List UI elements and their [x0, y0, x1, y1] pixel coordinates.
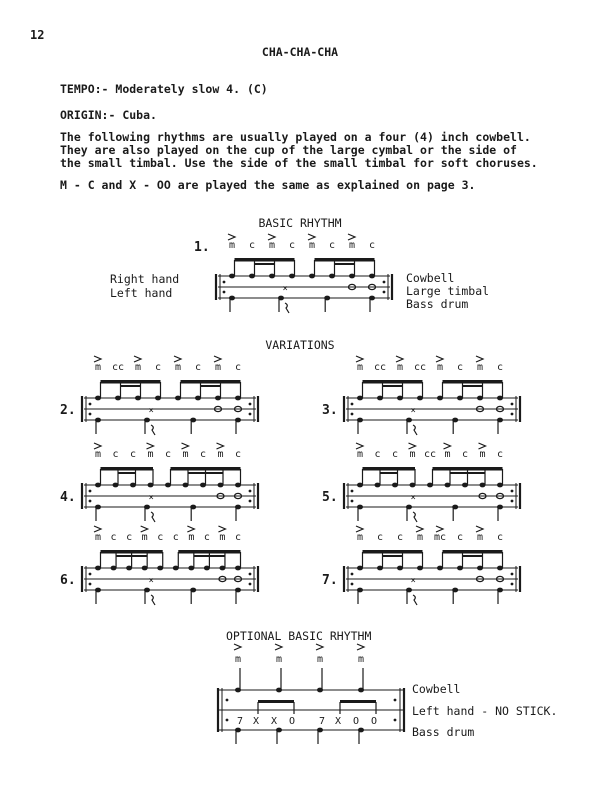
sticking-letter: m	[217, 449, 224, 460]
sticking-letter: cc	[111, 362, 125, 373]
repeat-dot	[89, 573, 92, 576]
sticking-letter: c	[112, 449, 119, 460]
variation-5-staff	[342, 441, 532, 531]
sticking-letter: m	[94, 449, 102, 460]
accent-mark	[234, 644, 241, 650]
basic-rhythm-staff	[214, 232, 404, 322]
sticking-letter: m	[356, 532, 364, 543]
secondary-beam	[116, 555, 147, 557]
sticking-letter: c	[126, 532, 133, 543]
sticking-letter: m	[188, 532, 195, 543]
secondary-beam	[255, 263, 275, 265]
sticking-letter: c	[110, 532, 117, 543]
sticking-letter: m	[348, 240, 356, 251]
accent-mark	[316, 644, 323, 650]
repeat-dot	[351, 573, 354, 576]
secondary-beam	[450, 472, 485, 474]
rhythm-number-6: 6.	[60, 573, 76, 588]
sticking-letter: c	[172, 532, 179, 543]
repeat-dot	[249, 490, 252, 493]
sticking-letter: c	[496, 362, 504, 373]
sticking-letter: c	[234, 362, 242, 373]
accent-mark	[357, 644, 364, 650]
repeat-dot	[89, 490, 92, 493]
description-paragraph: The following rhythms are usually played on a four (4) inch cowbell. They are also played on the cup of the large cymbal or the side of the small timbal. Use the side of the small timbal for soft choruses.	[60, 130, 538, 170]
rhythm-number-2: 2.	[60, 403, 76, 418]
sticking-letter: m	[476, 362, 484, 373]
rest-mark	[413, 425, 417, 435]
sticking-letter: m	[94, 362, 102, 373]
sticking-letter: c	[368, 240, 376, 251]
note-paragraph: M - C and X - OO are played the same as explained on page 3.	[60, 178, 476, 192]
repeat-dot	[226, 719, 229, 722]
basic-rhythm-heading: BASIC RHYTHM	[258, 216, 342, 230]
sticking-letter: c	[288, 240, 296, 251]
secondary-beam	[463, 555, 483, 557]
sticking-letter: m	[275, 654, 283, 665]
accent-mark	[275, 644, 282, 650]
beam	[443, 550, 503, 554]
middle-note: X	[252, 716, 260, 727]
cowbell-note	[276, 688, 282, 693]
origin-line	[60, 108, 157, 122]
repeat-dot	[351, 583, 354, 586]
sticking-letter: c	[234, 532, 242, 543]
sticking-letter: m	[174, 362, 182, 373]
repeat-dot	[89, 500, 92, 503]
sticking-letter: c	[164, 449, 172, 460]
beam	[171, 467, 241, 471]
repeat-dot	[511, 403, 514, 406]
sticking-letter: m	[444, 449, 451, 460]
tempo-label: TEMPO:-	[60, 82, 109, 96]
sticking-letter: m	[268, 240, 276, 251]
variations-heading: VARIATIONS	[265, 338, 335, 352]
rest-mark	[285, 303, 289, 313]
optional-rhythm-staff	[216, 644, 406, 754]
sticking-letter: c	[391, 449, 399, 460]
sticking-letter: m	[134, 362, 142, 373]
rest-mark	[151, 512, 155, 522]
optional-rhythm-heading: OPTIONAL BASIC RHYTHM	[226, 629, 372, 643]
beam	[363, 380, 423, 384]
right-hand-label: Right hand	[110, 272, 180, 286]
sticking-letter: m	[94, 532, 102, 543]
left-hand-x: ×	[148, 406, 154, 416]
variation-2-staff	[80, 354, 270, 444]
repeat-dot	[511, 500, 514, 503]
sticking-letter: m	[479, 449, 486, 460]
beam	[101, 467, 154, 471]
middle-note: X	[270, 716, 278, 727]
sticking-letter: c	[129, 449, 137, 460]
cowbell-label: Cowbell	[406, 271, 455, 285]
beam	[258, 700, 294, 703]
secondary-beam	[383, 385, 403, 387]
origin-label: ORIGIN:-	[60, 108, 116, 122]
secondary-beam	[335, 263, 355, 265]
repeat-dot	[394, 719, 397, 722]
beam	[181, 380, 241, 384]
sticking-letter: cc	[373, 362, 387, 373]
sticking-letter: m	[182, 449, 189, 460]
sticking-letter: cc	[423, 449, 437, 460]
left-hand-x: ×	[148, 493, 154, 503]
repeat-dot	[249, 403, 252, 406]
rest-mark	[413, 512, 417, 522]
repeat-dot	[394, 699, 397, 702]
left-hand-x: ×	[282, 284, 288, 294]
middle-note: X	[334, 716, 342, 727]
repeat-dot	[89, 403, 92, 406]
sticking-letter: m	[356, 362, 364, 373]
sticking-letter: m	[476, 532, 484, 543]
repeat-dot	[511, 573, 514, 576]
beam	[235, 258, 295, 262]
rhythm-number-7: 7.	[322, 573, 338, 588]
sticking-letter: c	[234, 449, 242, 460]
cowbell-note	[317, 688, 323, 693]
repeat-dot	[89, 583, 92, 586]
beam	[363, 467, 416, 471]
repeat-dot	[226, 699, 229, 702]
sticking-letter: m	[396, 362, 404, 373]
repeat-dot	[511, 490, 514, 493]
sticking-letter: m	[214, 362, 222, 373]
beam	[315, 258, 375, 262]
beam	[101, 550, 163, 554]
page-title: CHA-CHA-CHA	[261, 45, 339, 59]
middle-note: O	[288, 716, 296, 727]
repeat-dot	[249, 413, 252, 416]
repeat-dot	[351, 413, 354, 416]
repeat-dot	[351, 500, 354, 503]
repeat-dot	[223, 291, 226, 294]
rest-mark	[151, 595, 155, 605]
sticking-letter: m	[436, 362, 444, 373]
sticking-letter: c	[248, 240, 256, 251]
rest-symbol: 7	[236, 716, 244, 727]
repeat-dot	[383, 281, 386, 284]
beam	[101, 380, 161, 384]
sticking-letter: m	[357, 654, 365, 665]
left-hand-x: ×	[410, 576, 416, 586]
rest-mark	[413, 595, 417, 605]
sticking-letter: m	[356, 449, 364, 460]
sticking-letter: m	[308, 240, 316, 251]
cowbell-note	[235, 688, 241, 693]
left-hand-x: ×	[410, 406, 416, 416]
secondary-beam	[121, 385, 141, 387]
sticking-letter: m	[234, 654, 242, 665]
beam	[443, 380, 503, 384]
sticking-letter: m	[316, 654, 324, 665]
sticking-letter: c	[203, 532, 210, 543]
sticking-letter: m	[409, 449, 416, 460]
bass-drum-label: Bass drum	[406, 297, 469, 311]
repeat-dot	[249, 583, 252, 586]
beam	[340, 700, 376, 703]
sticking-letter: c	[157, 532, 164, 543]
sticking-letter: c	[376, 532, 384, 543]
left-hand-x: ×	[148, 576, 154, 586]
sticking-letter: m	[141, 532, 148, 543]
sticking-letter: c	[328, 240, 336, 251]
repeat-dot	[89, 413, 92, 416]
rhythm-number-1: 1.	[194, 240, 210, 255]
sticking-letter: m	[416, 532, 424, 543]
sticking-letter: cc	[413, 362, 427, 373]
left-hand-label: Left hand	[110, 286, 173, 300]
cowbell-note	[358, 688, 364, 693]
secondary-beam	[201, 385, 221, 387]
secondary-beam	[383, 555, 403, 557]
secondary-beam	[194, 555, 225, 557]
rhythm-number-3: 3.	[322, 403, 338, 418]
rhythm-number-4: 4.	[60, 490, 76, 505]
beam	[433, 467, 503, 471]
sticking-letter: c	[396, 532, 404, 543]
origin-text: Cuba.	[122, 108, 157, 122]
repeat-dot	[351, 490, 354, 493]
optional-left-hand-label: Left hand - NO STICK.	[412, 704, 558, 718]
repeat-dot	[351, 403, 354, 406]
sticking-letter: c	[496, 532, 504, 543]
sticking-letter: c	[194, 362, 202, 373]
repeat-dot	[511, 583, 514, 586]
middle-note: O	[352, 716, 360, 727]
secondary-beam	[118, 472, 136, 474]
variation-4-staff	[80, 441, 270, 531]
sticking-letter: c	[456, 362, 464, 373]
left-hand-x: ×	[410, 493, 416, 503]
page-number: 12	[30, 28, 45, 42]
rest-symbol: 7	[318, 716, 326, 727]
tempo-line	[60, 82, 268, 96]
sticking-letter: m	[228, 240, 236, 251]
variation-6-staff	[80, 524, 270, 614]
sticking-letter: c	[461, 449, 469, 460]
beam	[178, 550, 240, 554]
sticking-letter: c	[154, 362, 162, 373]
optional-bass-drum-label: Bass drum	[412, 725, 475, 739]
secondary-beam	[188, 472, 223, 474]
sticking-letter: c	[199, 449, 207, 460]
beam	[363, 550, 423, 554]
secondary-beam	[463, 385, 483, 387]
large-timbal-label: Large timbal	[406, 284, 490, 298]
repeat-dot	[249, 573, 252, 576]
variation-7-staff	[342, 524, 532, 614]
repeat-dot	[511, 413, 514, 416]
sticking-letter: m	[147, 449, 154, 460]
sticking-letter: mc	[433, 532, 447, 543]
sticking-letter: c	[496, 449, 504, 460]
repeat-dot	[249, 500, 252, 503]
sticking-letter: m	[219, 532, 226, 543]
middle-note: O	[370, 716, 378, 727]
repeat-dot	[383, 291, 386, 294]
secondary-beam	[380, 472, 398, 474]
tempo-text: Moderately slow 4. (C)	[115, 82, 268, 96]
sticking-letter: c	[374, 449, 381, 460]
sticking-letter: c	[456, 532, 464, 543]
rhythm-number-5: 5.	[322, 490, 338, 505]
repeat-dot	[223, 281, 226, 284]
rest-mark	[151, 425, 155, 435]
optional-cowbell-label: Cowbell	[412, 682, 461, 696]
variation-3-staff	[342, 354, 532, 444]
